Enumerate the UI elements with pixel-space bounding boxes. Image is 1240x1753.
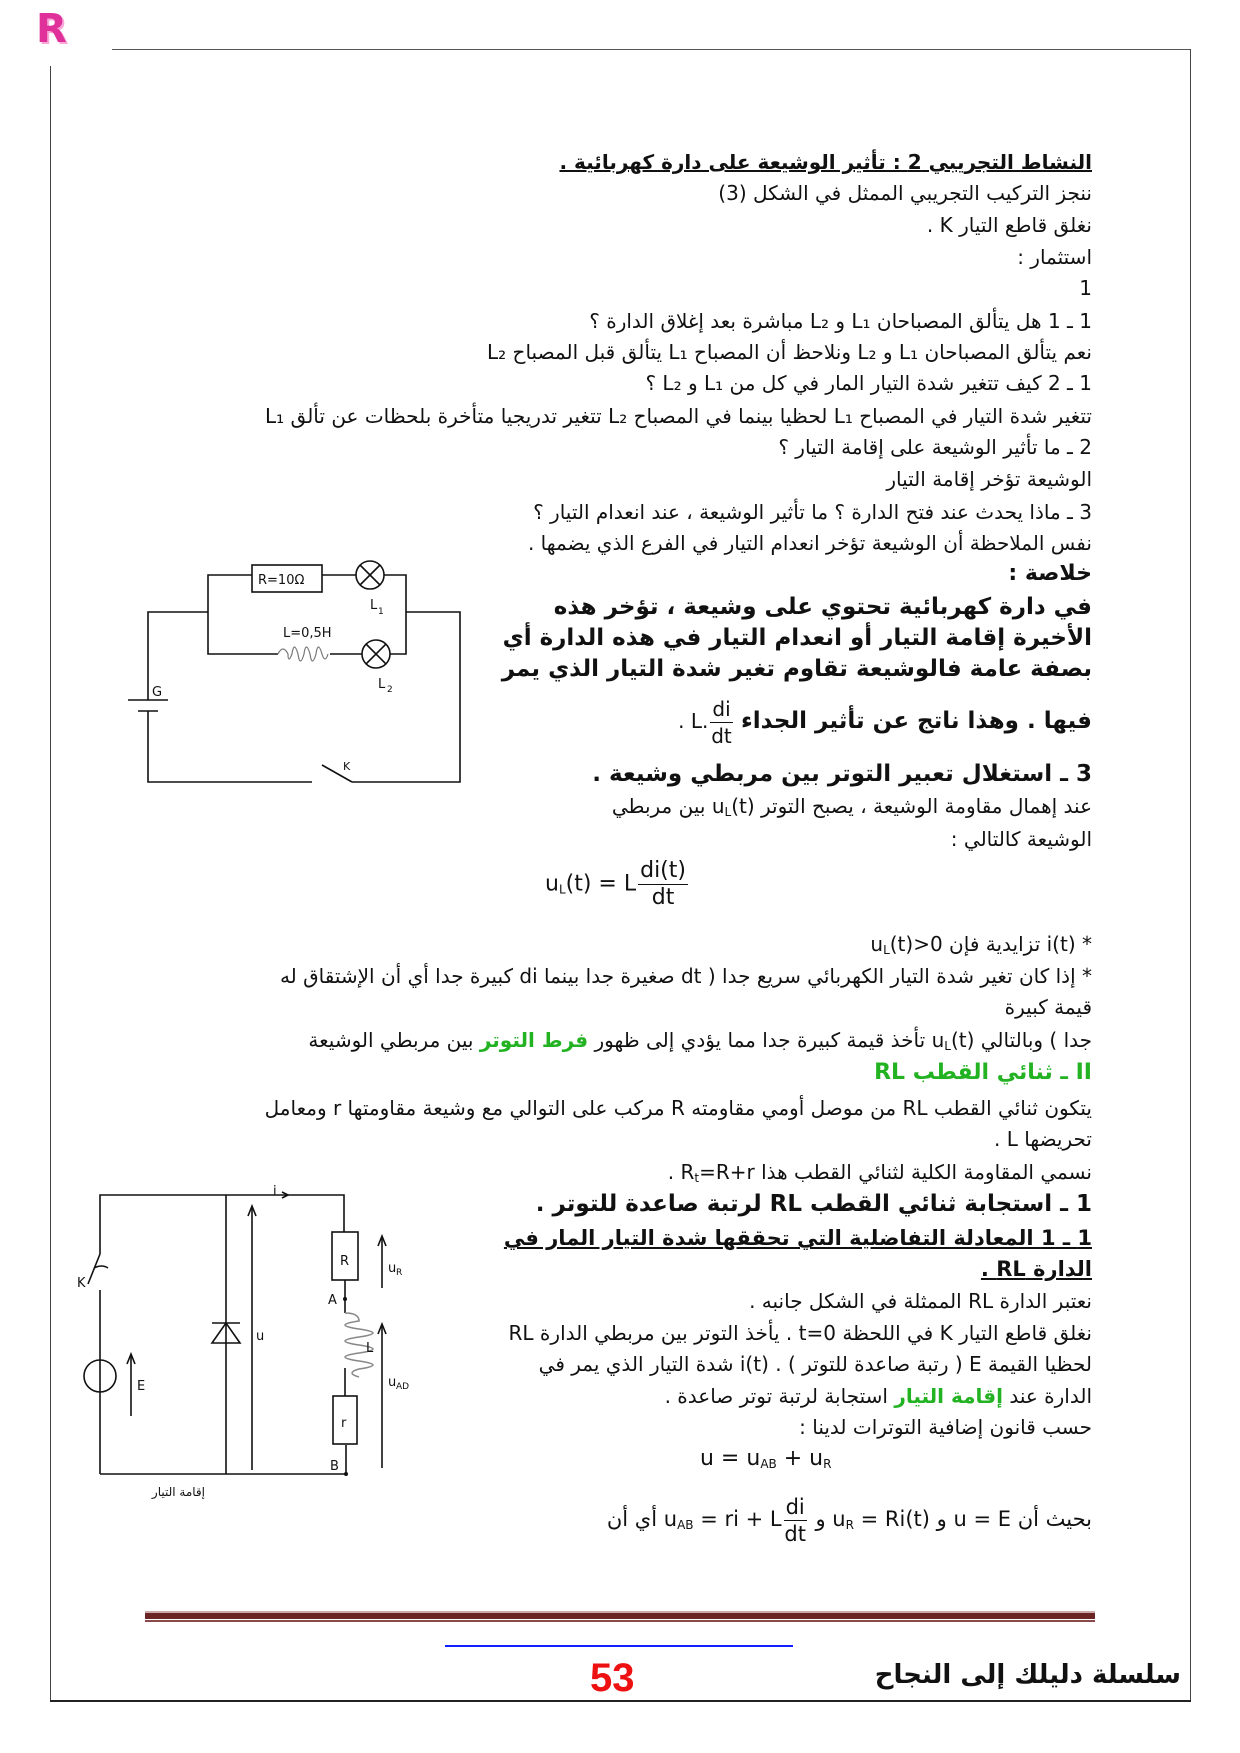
text-line: الوشيعة تؤخر إقامة التيار <box>886 467 1092 491</box>
activity-title: النشاط التجريبي 2 : تأثير الوشيعة على دارة كهربائية . <box>559 150 1092 174</box>
svg-text:2: 2 <box>387 685 393 695</box>
svg-text:r: r <box>341 1416 347 1431</box>
section-3-heading: 3 ـ استغلال تعبير التوتر بين مربطي وشيعة . <box>592 761 1092 787</box>
text-line: ننجز التركيب التجريبي الممثل في الشكل (3) <box>718 181 1092 205</box>
section-II-heading: II ـ ثنائي القطب RL <box>874 1060 1092 1085</box>
circuit-diagram-lamps <box>100 500 500 800</box>
svg-text:A: A <box>328 1293 337 1308</box>
frame-border-right <box>1190 49 1191 1700</box>
bullet-line: * إذا كان تغير شدة التيار الكهربائي سريع جدا ( dt صغيرة جدا بينما di كبيرة جدا أي أن الإشتقاق له <box>279 964 1092 988</box>
text-line: نغلق قاطع التيار K . <box>926 213 1092 237</box>
text-line: تتغير شدة التيار في المصباح L₁ لحظيا بينما في المصباح L₂ تتغير تدريجيا متأخرة بلحظات عن تألق L₁ <box>265 404 1092 428</box>
svg-text:R=10Ω: R=10Ω <box>258 573 305 588</box>
section-1-heading: 1 ـ استجابة ثنائي القطب RL لرتبة صاعدة للتوتر . <box>535 1191 1092 1217</box>
section-1-1-heading: 1 ـ 1 المعادلة التفاضلية التي تحققها شدة التيار المار في <box>503 1226 1092 1250</box>
svg-text:L=0,5H: L=0,5H <box>283 626 332 641</box>
svg-text:i: i <box>273 1184 277 1199</box>
svg-text:G: G <box>152 685 163 700</box>
switch-k <box>88 1254 100 1284</box>
voltage-sum-formula: $u = u_{AB} + u_R$ <box>700 1446 832 1471</box>
frame-border-top <box>112 49 1190 50</box>
text-line: الدارة عند إقامة التيار استجابة لرتبة توتر صاعدة . <box>664 1384 1092 1408</box>
frame-border-left <box>50 66 51 1700</box>
text-line: 1 ـ 2 كيف تتغير شدة التيار المار في كل من L₁ و L₂ ؟ <box>645 371 1092 395</box>
circuit-diagram-rl <box>60 1180 440 1520</box>
summary-text: فيها . وهذا ناتج عن تأثير الجداء <box>741 708 1092 734</box>
footer-blue-line <box>445 1645 793 1647</box>
svg-text:1: 1 <box>378 607 384 617</box>
coil-icon <box>278 647 328 661</box>
footer-divider-thin <box>145 1620 1095 1622</box>
svg-text:إقامة التيار: إقامة التيار <box>151 1485 205 1499</box>
svg-text:u: u <box>388 1375 397 1390</box>
text-line: قيمة كبيرة <box>1004 995 1092 1019</box>
svg-text:L: L <box>378 677 386 692</box>
section-1-1-heading-cont: الدارة RL . <box>980 1257 1092 1281</box>
text-line: لحظيا القيمة E ( رتبة صاعدة للتوتر ) . i(t) شدة التيار الذي يمر في <box>538 1352 1092 1376</box>
text-line: يتكون ثنائي القطب RL من موصل أومي مقاومته R مركب على التوالي مع وشيعة مقاومتها r ومعامل <box>264 1096 1092 1120</box>
footer-divider <box>145 1611 1095 1619</box>
page-number: 53 <box>590 1656 635 1700</box>
logo: R <box>36 6 67 52</box>
text-line: 2 ـ ما تأثير الوشيعة على إقامة التيار ؟ <box>778 435 1092 459</box>
text-line: 1 <box>1079 276 1092 300</box>
text-line: تحريضها L . <box>994 1127 1092 1151</box>
text-line: جدا ) وبالتالي $u_L(t)$ تأخذ قيمة كبيرة جدا مما يؤدي إلى ظهور فرط التوتر بين مربطي الوشيعة <box>308 1028 1092 1053</box>
text-line: نعم يتألق المصباحان L₁ و L₂ ونلاحظ أن المصباح L₁ يتألق قبل المصباح L₂ <box>487 340 1092 364</box>
svg-text:K: K <box>343 760 351 773</box>
svg-text:u: u <box>388 1261 397 1276</box>
text-line: نفس الملاحظة أن الوشيعة تؤخر انعدام التيار في الفرع الذي يضمها . <box>527 531 1092 555</box>
summary-line: في دارة كهربائية تحتوي على وشيعة ، تؤخر هذه <box>553 594 1092 620</box>
text-line: نغلق قاطع التيار K في اللحظة t=0 . يأخذ التوتر بين مربطي الدارة RL <box>508 1321 1092 1345</box>
bullet-line: * i(t) تزايدية فإن $u_L(t)>0$ <box>870 932 1092 957</box>
svg-text:L: L <box>366 1341 374 1356</box>
l-di-dt-formula: L. $\frac{di}{dt}$ <box>690 697 732 748</box>
text-line: نسمي المقاومة الكلية لثنائي القطب هذا $R_t=R+r$ . <box>667 1160 1092 1185</box>
text-line: 1 ـ 1 هل يتألق المصباحان L₁ و L₂ مباشرة بعد إغلاق الدارة ؟ <box>589 309 1092 333</box>
summary-line: الأخيرة إقامة التيار أو انعدام التيار في هذه الدارة أي <box>502 625 1092 651</box>
relations-line: بحيث أن u = E و $u_R = Ri(t)$ و $u_{AB}$ = ri + L $\frac{di}{dt}$ أي أن <box>606 1494 1092 1546</box>
svg-text:R: R <box>340 1254 350 1269</box>
svg-text:AD: AD <box>396 1382 410 1392</box>
summary-line: بصفة عامة فالوشيعة تقاوم تغير شدة التيار الذي يمر <box>501 656 1092 682</box>
ul-formula: $u_L(t) = L$ $\frac{di(t)}{dt}$ <box>545 858 686 910</box>
series-title: سلسلة دليلك إلى النجاح <box>874 1660 1181 1690</box>
svg-text:B: B <box>330 1459 339 1474</box>
summary-heading: خلاصة : <box>1008 561 1092 586</box>
svg-text:K: K <box>77 1276 86 1291</box>
text-line: الوشيعة كالتالي : <box>950 827 1092 851</box>
summary-line-formula: فيها . وهذا ناتج عن تأثير الجداء L. $\frac{di}{dt}$ . <box>678 692 1092 750</box>
text-line: نعتبر الدارة RL الممثلة في الشكل جانبه . <box>749 1289 1092 1313</box>
text-line: استثمار : <box>1017 245 1092 269</box>
svg-text:u: u <box>256 1329 265 1344</box>
svg-text:R: R <box>396 1268 403 1278</box>
text-line: حسب قانون إضافية التوترات لدينا : <box>799 1415 1092 1439</box>
text-line: 3 ـ ماذا يحدث عند فتح الدارة ؟ ما تأثير الوشيعة ، عند انعدام التيار ؟ <box>533 500 1092 524</box>
svg-text:E: E <box>137 1379 146 1394</box>
text-line: عند إهمال مقاومة الوشيعة ، يصبح التوتر $u_L(t)$ بين مربطي <box>611 794 1092 819</box>
svg-text:L: L <box>370 598 378 613</box>
